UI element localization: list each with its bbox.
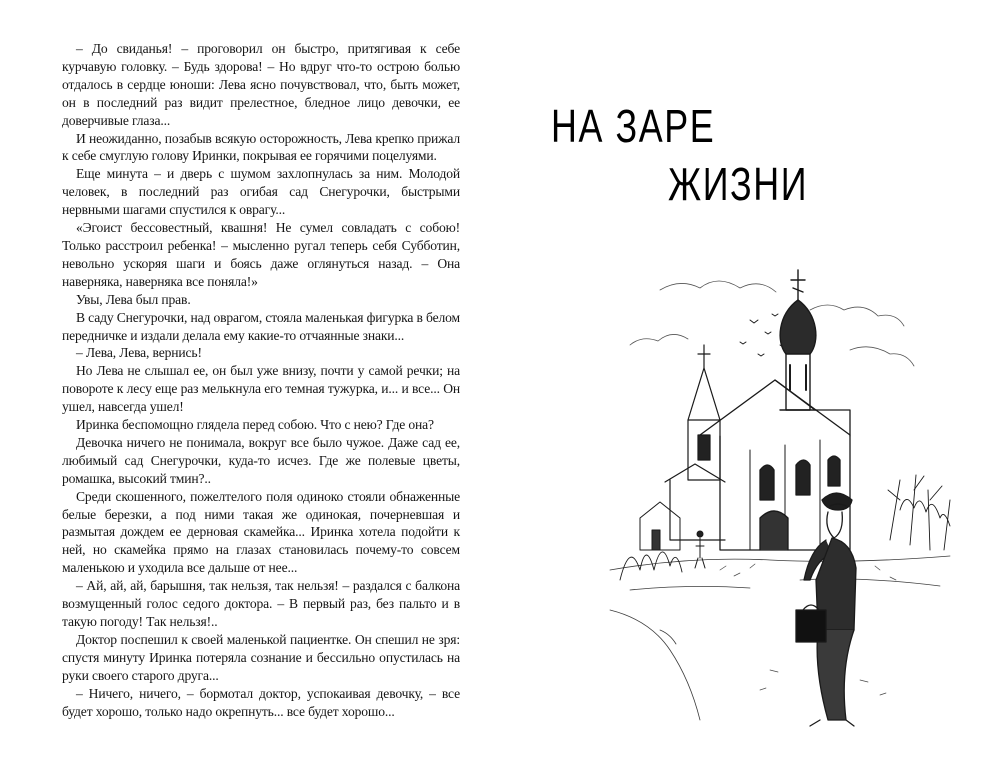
paragraph: – Ничего, ничего, – бормотал доктор, успокаивая девочку, – все будет хорошо, только надо окрепнуть... все будет хорошо...	[62, 685, 460, 719]
paragraph: Среди скошенного, пожелтелого поля одиноко стояли обнаженные белые березки, а под ними такая же одинокая, почерневшая и размытая дождем ее дерновая скамейка... Иринка хотела подойти к ней, но скамейка прямо на глазах становилась почему-то совсем маленькою и уходила все дальше от нее...	[62, 488, 460, 576]
paragraph: Еще минута – и дверь с шумом захлопнулась за ним. Молодой человек, в последний раз огибая сад Снегурочки, быстрыми нервными шагами спустился к оврагу...	[62, 166, 460, 218]
paragraph: Девочка ничего не понимала, вокруг все было чужое. Даже сад ее, любимый сад Снегурочки, куда-то исчез. Где же полевые цветы, ромашка, высокий тмин?..	[62, 434, 460, 486]
paragraph: – До свиданья! – проговорил он быстро, притягивая к себе курчавую головку. – Будь здорова! – Но вдруг что-то острою болью отдалось в сердце юноши: Лева ясно почувствовал, что, быть может, он в последний раз видит прелестное, бледное лицо девочки, ее доверчивые глаза...	[62, 41, 460, 128]
paragraph: В саду Снегурочки, над оврагом, стояла маленькая фигурка в белом передничке и издали делала ему какие-то отчаянные знаки...	[62, 309, 460, 343]
paragraph: «Эгоист бессовестный, квашня! Не сумел совладать с собою! Только расстроил ребенка! – мысленно ругал теперь себя Субботин, невольно ускоряя шаги и боясь даже оглянуться назад. – Она наверняка, наверняка все поняла!»	[62, 220, 460, 289]
paragraph: Но Лева не слышал ее, он был уже внизу, почти у самой речки; на повороте к лесу еще раз мелькнула его темная тужурка, и... и все... Он ушел, навсегда ушел!	[62, 363, 460, 415]
chapter-title-line-1: НА ЗАРЕ	[551, 100, 716, 152]
paragraph: И неожиданно, позабыв всякую осторожность, Лева крепко прижал к себе смуглую голову Иринки, покрывая ее горячими поцелуями.	[62, 130, 460, 164]
left-page-text	[62, 40, 460, 720]
church-landscape-sketch-icon	[600, 250, 960, 730]
paragraph: Иринка беспомощно глядела перед собою. Что с нею? Где она?	[76, 417, 434, 433]
right-page	[500, 0, 1000, 778]
paragraph: – Ай, ай, ай, барышня, так нельзя, так нельзя! – раздался с балкона возмущенный голос седого доктора. – В первый раз, без пальто и в такую погоду! Так нельзя!..	[62, 578, 460, 629]
chapter-title-line-2: ЖИЗНИ	[668, 158, 809, 210]
paragraph: Доктор поспешил к своей маленькой пациентке. Он спешил не зря: спустя минуту Иринка потеряла сознание и бессильно опустилась на руки своего старого друга...	[62, 631, 460, 683]
paragraph: – Лева, Лева, вернись!	[76, 345, 202, 361]
paragraph: Увы, Лева был прав.	[76, 291, 191, 307]
